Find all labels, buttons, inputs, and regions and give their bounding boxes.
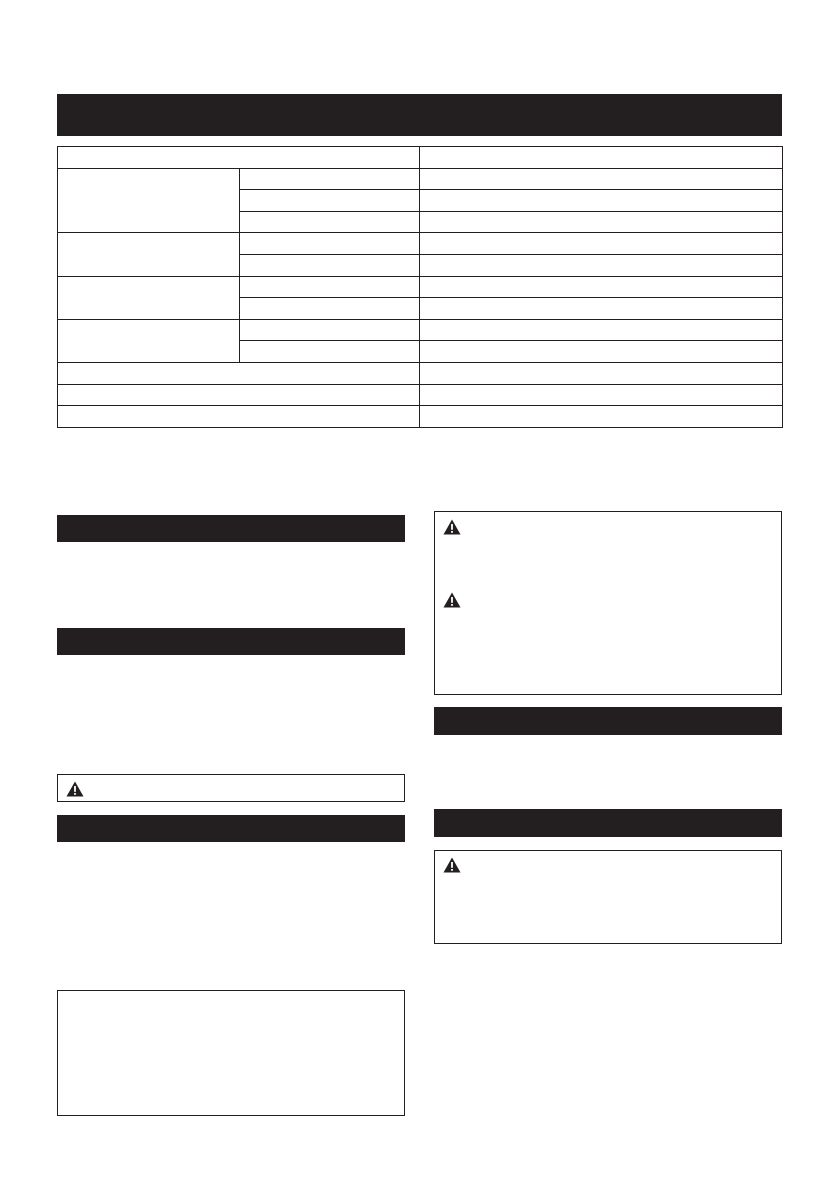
table-cell (420, 319, 783, 341)
warning-triangle-icon (443, 857, 461, 873)
note-box (57, 990, 405, 1116)
table-row (58, 168, 783, 190)
warning-triangle-icon (66, 781, 84, 797)
section-heading-bar (434, 707, 782, 735)
warning-box (434, 511, 782, 695)
warning-triangle-icon (443, 592, 461, 608)
table-cell (240, 190, 420, 212)
table-cell (420, 298, 783, 320)
table-cell (58, 276, 240, 319)
table-cell (58, 147, 420, 169)
table-cell (420, 255, 783, 277)
section-heading-bar (57, 515, 405, 542)
table-cell (240, 211, 420, 233)
section-heading-bar (57, 628, 405, 655)
table-cell (240, 255, 420, 277)
table-cell (58, 233, 240, 276)
table-cell (420, 168, 783, 190)
table-cell (420, 341, 783, 363)
table-row (58, 319, 783, 341)
table-cell (240, 168, 420, 190)
table-cell (420, 190, 783, 212)
table-cell (240, 233, 420, 255)
table-cell (420, 276, 783, 298)
table-cell (58, 319, 240, 362)
table-row (58, 276, 783, 298)
table-cell (240, 298, 420, 320)
warning-strip (57, 774, 405, 802)
table-row (58, 406, 783, 428)
table-cell (58, 168, 240, 233)
table-row (58, 363, 783, 385)
table-cell (58, 384, 420, 406)
table-cell (420, 211, 783, 233)
warning-triangle-icon (443, 519, 461, 535)
table-row (58, 147, 783, 169)
section-heading-bar (57, 815, 405, 842)
table-cell (420, 384, 783, 406)
table-cell (420, 363, 783, 385)
table-row (58, 233, 783, 255)
table-cell (58, 406, 420, 428)
section-heading-bar (434, 809, 782, 837)
table-row (58, 384, 783, 406)
specifications-table (57, 146, 783, 428)
title-banner (57, 94, 782, 136)
warning-box (434, 850, 782, 944)
table-cell (420, 406, 783, 428)
table-cell (420, 147, 783, 169)
table-cell (240, 319, 420, 341)
table-cell (240, 341, 420, 363)
table-cell (240, 276, 420, 298)
table-cell (58, 363, 420, 385)
table-cell (420, 233, 783, 255)
